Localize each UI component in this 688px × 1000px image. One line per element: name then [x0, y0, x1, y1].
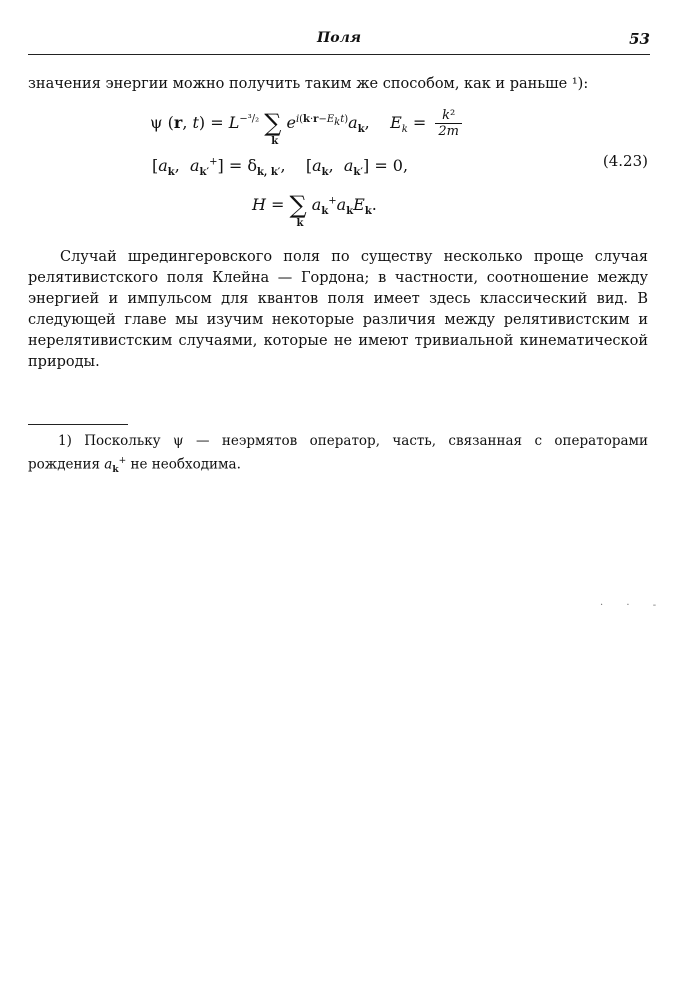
body-paragraph: Случай шредингеровского поля по существу несколько проще случая релятивистского поля Клейна — Гордона; в частности, соотношение между энергией и импульсом для квантов поля имеет здесь классический вид. В следующей главе мы изучим некоторые различия между релятивистским и нерелятивистским случаями, которые не имеют тривиальной кинематической природы. [28, 249, 648, 370]
equation-line-1: ψ (r, $t) = L^{-^3/_2}$ ∑ k $e^{i(k\cdot r-E_kt)}a_k$, $E_k$ = $\frac{\text{k²}}{2m}$ [150, 106, 550, 146]
header-rule [28, 54, 650, 55]
equation-number: (4.23) [602, 152, 648, 170]
running-head [28, 30, 650, 54]
footnote-rule [28, 424, 128, 425]
page-title: Поля [317, 30, 361, 46]
footnote: 1) Поскольку ψ — неэрмятов оператор, часть, связанная с операторами рождения $a_k^+$ не необходима. [28, 433, 649, 476]
footnote-symbol: a [104, 456, 113, 473]
footnote-text-after: не необходима. [126, 456, 241, 473]
scan-specks: · · - [600, 600, 667, 611]
intro-line: значения энергии можно получить таким же способом, как и раньше ¹): [28, 76, 589, 92]
footnote-text-before: Поскольку ψ — неэрмятов оператор, часть, связанная с операторами рождения [28, 433, 649, 473]
equation-line-3: H = ∑ k $a_k^+a_kE_k$. [252, 191, 377, 229]
equation-line-2: [$a_k$, $a_{k'}^+] = \delta_{k, k'}$, [$a_k$, $a_{k'}] = 0$, [152, 156, 409, 179]
footnote-mark: 1) [58, 433, 72, 449]
page-number: 53 [629, 30, 650, 48]
